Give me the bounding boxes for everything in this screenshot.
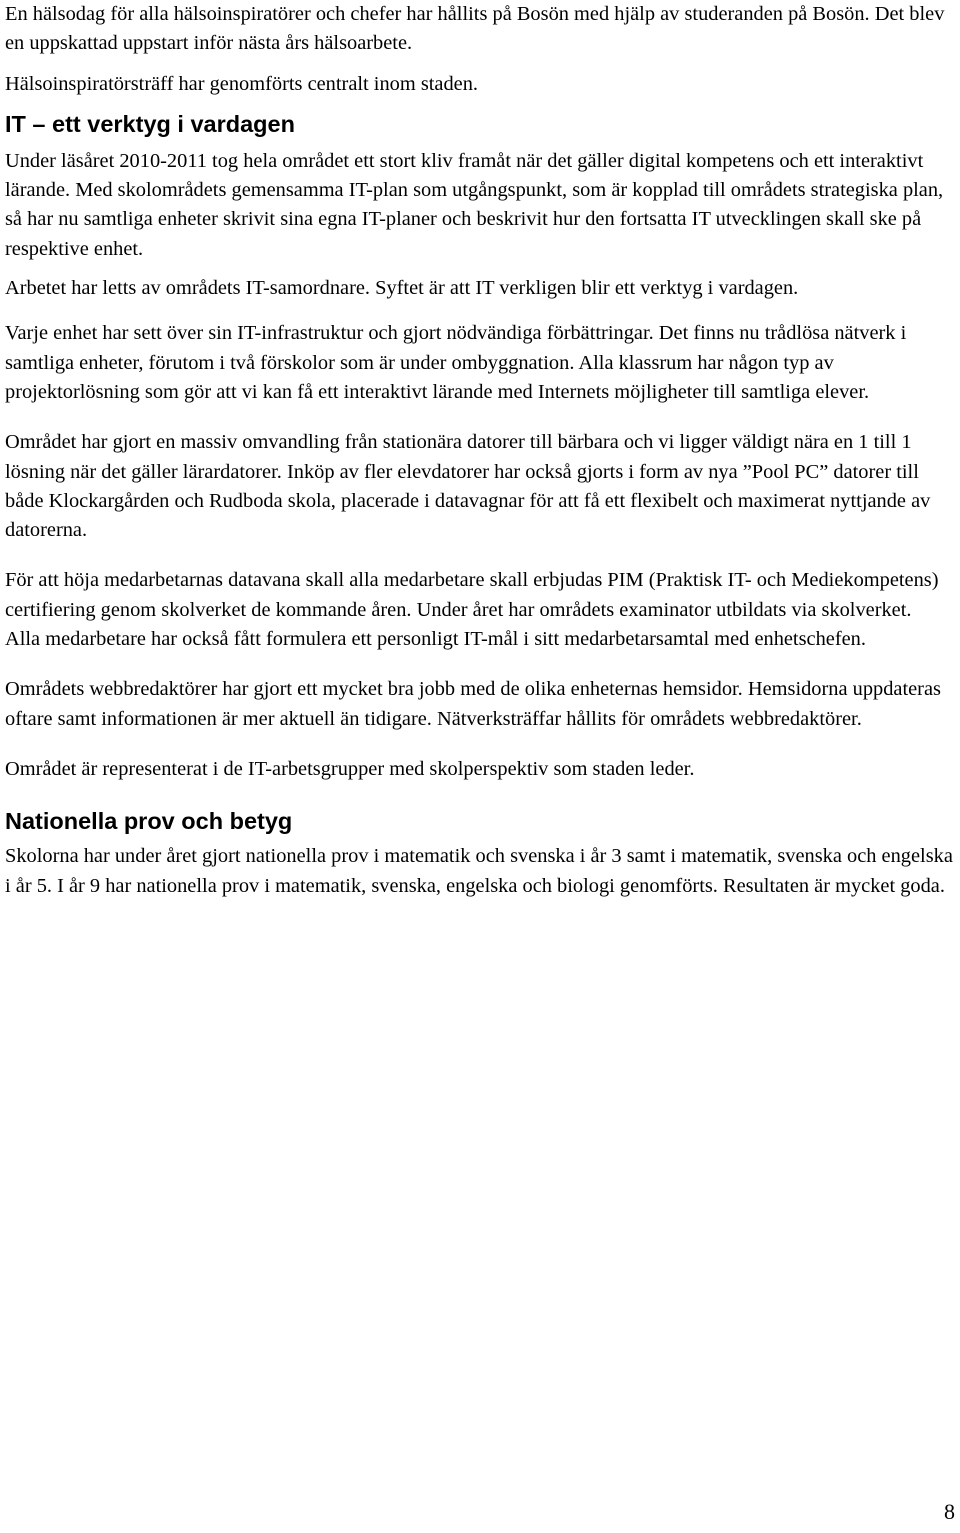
paragraph-pim: För att höja medarbetarnas datavana skall alla medarbetare skall erbjudas PIM (Praktisk IT- och Mediekompetens) certifiering genom skolverket de kommande åren. Under året har områdets examinator utbildats via skolverket. [5, 569, 939, 621]
document-page [5, 0, 957, 901]
paragraph-halsodag: En hälsodag för alla hälsoinspiratörer och chefer har hållits på Bosön med hjälp av studeranden på Bosön. Det blev en uppskattad uppstart inför nästa års hälsoarbete. [5, 3, 945, 55]
paragraph-it-arbetsgrupper: Området är representerat i de IT-arbetsgrupper med skolperspektiv som staden leder. [5, 757, 695, 780]
paragraph-it-samordnare: Arbetet har letts av områdets IT-samordnare. Syftet är att IT verkligen blir ett verktyg i vardagen. [5, 277, 799, 300]
paragraph-it-infrastruktur: Varje enhet har sett över sin IT-infrastruktur och gjort nödvändiga förbättringar. Det finns nu trådlösa nätverk i samtliga enheter, förutom i två förskolor som är under ombyggnation. Alla klassrum har någon typ av projektorlösning som gör att vi kan få ett interaktivt lärande med Internets möjligheter till samtliga elever. [5, 322, 907, 403]
paragraph-it-mal: Alla medarbetare har också fått formulera ett personligt IT-mål i sitt medarbetarsamtal med enhetschefen. [5, 628, 866, 651]
paragraph-nationella-prov: Skolorna har under året gjort nationella prov i matematik och svenska i år 3 samt i matematik, svenska och engelska i år 5. I år 9 har nationella prov i matematik, svenska, engelska och biologi genomförts. Resultaten är mycket goda. [5, 845, 953, 897]
paragraph-webbredaktorer: Områdets webbredaktörer har gjort ett mycket bra jobb med de olika enheternas hemsidor. Hemsidorna uppdateras oftare samt informationen är mer aktuell än tidigare. Nätverksträffar hållits för områdets webbredaktörer. [5, 678, 941, 730]
page-number: 8 [944, 1499, 955, 1524]
paragraph-datorer: Området har gjort en massiv omvandling från stationära datorer till bärbara och vi ligger väldigt nära en 1 till 1 lösning när det gäller lärardatorer. Inköp av fler elevdatorer har också gjorts i form av nya ”Pool PC” datorer till både Klockargården och Rudboda skola, placerade i datavagnar för att få ett flexibelt och maximerat nyttjande av datorerna. [5, 431, 931, 542]
heading-it-verktyg: IT – ett verktyg i vardagen [5, 110, 295, 137]
heading-nationella-prov: Nationella prov och betyg [5, 808, 293, 835]
paragraph-halsoinspiratorstraff: Hälsoinspiratörsträff har genomförts centralt inom staden. [5, 72, 479, 95]
paragraph-it-plan: Under läsåret 2010-2011 tog hela området ett stort kliv framåt när det gäller digital kompetens och ett interaktivt lärande. Med skolområdets gemensamma IT-plan som utgångspunkt, som är kopplad till områdets strategiska plan, så har nu samtliga enheter skrivit sina egna IT-planer och beskrivit hur den fortsatta IT utvecklingen skall ske på respektive enhet. [5, 149, 944, 260]
